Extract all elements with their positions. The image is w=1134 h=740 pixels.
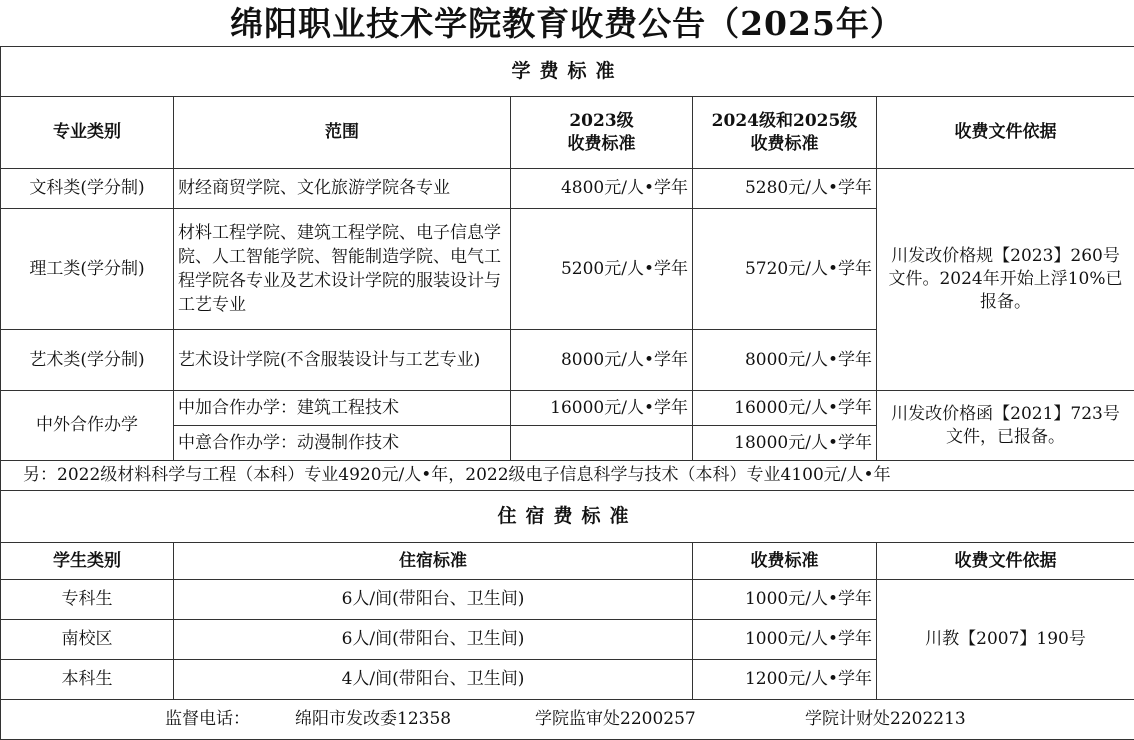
- fee-2023-cell: 8000元/人•学年: [511, 330, 693, 391]
- table-row: [1, 169, 1134, 209]
- dorm-standard-cell: 6人/间(带阳台、卫生间): [174, 580, 693, 620]
- category-cell: 艺术类(学分制): [1, 330, 174, 391]
- header-fee-2024: [693, 97, 877, 169]
- header-fee-2023: [511, 97, 693, 169]
- header-basis: 收费文件依据: [877, 97, 1134, 169]
- student-type-cell: 南校区: [1, 620, 174, 660]
- header-fee-2023-line2: 收费标准: [567, 133, 636, 154]
- tuition-header-row: [1, 97, 1134, 169]
- fee-2024-cell: 16000元/人•学年: [693, 391, 877, 426]
- header-scope: 范围: [174, 97, 511, 169]
- header-dorm-fee: 收费标准: [693, 543, 877, 580]
- header-student-type: 学生类别: [1, 543, 174, 580]
- basis-cell: 川发改价格规【2023】260号文件。2024年开始上浮10%已报备。: [877, 169, 1134, 391]
- note-row: [1, 461, 1134, 491]
- fee-2024-cell: 5720元/人•学年: [693, 209, 877, 330]
- fee-2023-cell: [511, 426, 693, 461]
- header-fee-2024-line2: 收费标准: [750, 133, 819, 154]
- scope-cell: 艺术设计学院(不含服装设计与工艺专业): [174, 330, 511, 391]
- tuition-note: 另：2022级材料科学与工程（本科）专业4920元/人•年，2022级电子信息科学与技术（本科）专业4100元/人•年: [1, 461, 1134, 491]
- footer-phone-ndrc: 绵阳市发改委12358: [295, 709, 452, 729]
- header-category: 专业类别: [1, 97, 174, 169]
- fee-2023-cell: 16000元/人•学年: [511, 391, 693, 426]
- scope-cell: 财经商贸学院、文化旅游学院各专业: [174, 169, 511, 209]
- student-type-cell: 专科生: [1, 580, 174, 620]
- dorm-fee-cell: 1000元/人•学年: [693, 620, 877, 660]
- student-type-cell: 本科生: [1, 660, 174, 700]
- dorm-standard-cell: 6人/间(带阳台、卫生间): [174, 620, 693, 660]
- category-cell: 文科类(学分制): [1, 169, 174, 209]
- table-row: [1, 580, 1134, 620]
- category-cell: 理工类(学分制): [1, 209, 174, 330]
- header-dorm-basis: 收费文件依据: [877, 543, 1134, 580]
- scope-cell: 材料工程学院、建筑工程学院、电子信息学院、人工智能学院、智能制造学院、电气工程学院各专业及艺术设计学院的服装设计与工艺专业: [174, 209, 511, 330]
- header-dorm-standard: 住宿标准: [174, 543, 693, 580]
- fee-2023-cell: 5200元/人•学年: [511, 209, 693, 330]
- footer-row: [1, 700, 1134, 740]
- fee-2023-cell: 4800元/人•学年: [511, 169, 693, 209]
- footer: [1, 700, 1134, 740]
- fee-2024-cell: 8000元/人•学年: [693, 330, 877, 391]
- fee-table: [0, 46, 1134, 740]
- basis-cell: 川发改价格函【2021】723号文件，已报备。: [877, 391, 1134, 461]
- scope-cell: 中加合作办学：建筑工程技术: [174, 391, 511, 426]
- category-cell: 中外合作办学: [1, 391, 174, 461]
- page-title: 绵阳职业技术学院教育收费公告（2025年）: [230, 4, 904, 43]
- scope-cell: 中意合作办学：动漫制作技术: [174, 426, 511, 461]
- dorm-fee-cell: 1200元/人•学年: [693, 660, 877, 700]
- tuition-section-title: 学费标准: [1, 47, 1134, 97]
- dorm-fee-cell: 1000元/人•学年: [693, 580, 877, 620]
- dorm-section-title: 住宿费标准: [1, 491, 1134, 543]
- dorm-standard-cell: 4人/间(带阳台、卫生间): [174, 660, 693, 700]
- fee-2024-cell: 5280元/人•学年: [693, 169, 877, 209]
- footer-label: 监督电话：: [165, 709, 250, 729]
- header-fee-2023-line1: 2023级: [569, 110, 634, 131]
- footer-phone-finance: 学院计财处2202213: [805, 709, 966, 729]
- dorm-basis-cell: 川教【2007】190号: [877, 580, 1134, 700]
- table-row: [1, 391, 1134, 426]
- footer-phone-audit: 学院监审处2200257: [535, 709, 696, 729]
- fee-2024-cell: 18000元/人•学年: [693, 426, 877, 461]
- header-fee-2024-line1: 2024级和2025级: [711, 110, 858, 131]
- dorm-header-row: [1, 543, 1134, 580]
